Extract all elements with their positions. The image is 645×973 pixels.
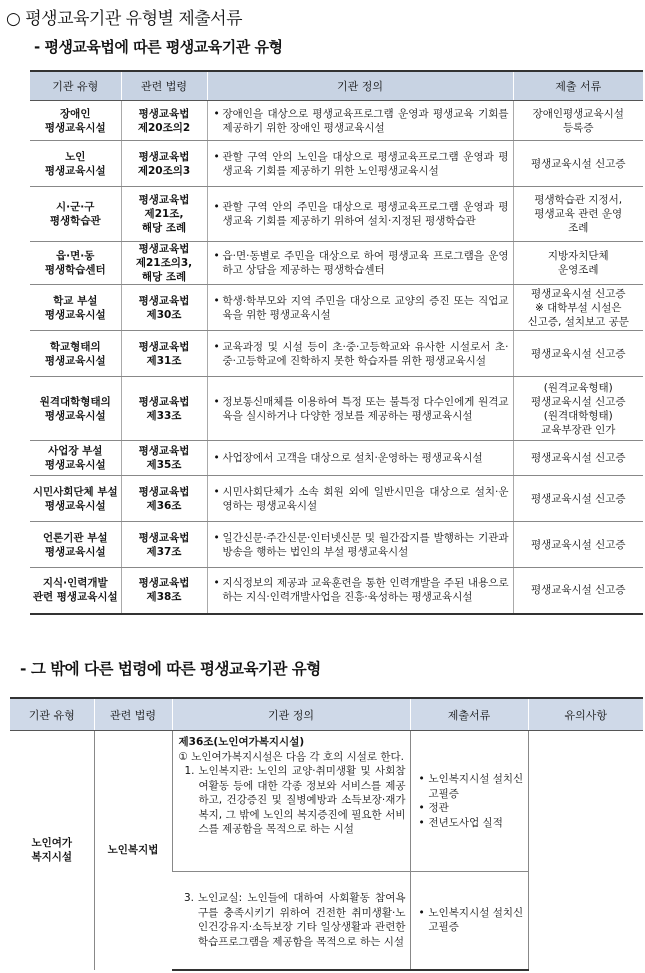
bullet-icon: • — [213, 395, 220, 408]
law-line: 제21조의3, — [135, 257, 193, 269]
related-law — [121, 187, 207, 242]
definition-text: 관할 구역 안의 주민을 대상으로 평생교육프로그램 운영과 평생교육 기회를 제공하기 위하여 설치·지정된 평생학습관 — [222, 201, 509, 227]
law-line: 제31조 — [146, 354, 182, 367]
table-row — [30, 476, 643, 522]
definition-cell-2 — [172, 872, 410, 970]
related-law — [121, 522, 207, 568]
institution-definition — [207, 285, 513, 331]
definition-text: 정보통신매체를 이용하여 특정 또는 불특정 다수인에게 원격교육을 실시하거나 다양한 정보를 제공하는 평생교육시설 — [222, 395, 509, 422]
required-documents — [513, 187, 643, 242]
article-item-1: 1. 노인복지관: 노인의 교양·취미생활 및 사회참여활동 등에 대한 각종 정보와 서비스를 제공하고, 건강증진 및 질병예방과 소득보장·재가복지, 그 밖에 노인의 복지증진에 필요한 서비스를 제공함을 목적으로 하는 시설 — [184, 765, 406, 835]
subsection-title-1: - 평생교육법에 따른 평생교육기관 유형 — [34, 38, 283, 56]
header-type: 기관 유형 — [30, 71, 121, 101]
law-line: 제21조, — [144, 208, 184, 220]
law-line: 제20조의3 — [137, 164, 191, 177]
table-row — [30, 242, 643, 285]
document-line: 평생교육시설 신고증 — [530, 452, 626, 464]
related-law — [121, 441, 207, 476]
type-line: 지식·인력개발 — [42, 577, 108, 590]
required-documents — [513, 242, 643, 285]
notes-cell — [528, 731, 643, 970]
document-line: 신고증, 설치보고 공문 — [527, 315, 629, 328]
institution-type — [30, 331, 121, 377]
type-line: 학교 부설 — [53, 294, 98, 307]
document-line: 등록증 — [563, 121, 594, 134]
required-documents — [513, 476, 643, 522]
definition-text: 지식정보의 제공과 교육훈련을 통한 인력개발을 주된 내용으로 하는 지식·인력개발사업을 진흥·육성하는 평생교육시설 — [222, 577, 509, 604]
definition-cell-1 — [172, 731, 410, 872]
bullet-icon: • — [213, 150, 220, 163]
subsection-title-2: - 그 밖에 다른 법령에 따른 평생교육기관 유형 — [20, 660, 321, 678]
required-documents — [513, 522, 643, 568]
article-item-3: 3. 노인교실: 노인들에 대하여 사회활동 참여욕구를 충족시키기 위하여 건전한 취미생활·노인건강유지·소득보장 기타 일상생활과 관련한 학습프로그램을 제공함을 목적으로 하는 시설 — [184, 892, 406, 948]
law-line: 평생교육법 — [138, 531, 190, 544]
table-row — [30, 141, 643, 187]
table-row — [30, 331, 643, 377]
table-row — [30, 568, 643, 614]
institution-definition — [207, 187, 513, 242]
type-line: 평생교육시설 — [44, 499, 106, 512]
header-documents: 제출서류 — [410, 698, 528, 731]
law-line: 제37조 — [146, 545, 182, 558]
law-line: 평생교육법 — [138, 194, 190, 206]
header-notes: 유의사항 — [528, 698, 643, 731]
header-law: 관련 법령 — [94, 698, 172, 731]
type-line: 시·군·구 — [56, 201, 95, 213]
lifelong-edu-institution-table — [30, 70, 643, 615]
law-line: 평생교육법 — [138, 395, 190, 408]
institution-type — [30, 285, 121, 331]
required-documents — [513, 285, 643, 331]
type-line: 평생교육시설 — [44, 545, 106, 558]
institution-definition — [207, 476, 513, 522]
related-law — [121, 101, 207, 141]
related-law: 노인복지법 — [94, 731, 172, 970]
type-line: 노인여가 — [31, 836, 73, 849]
related-law — [121, 242, 207, 285]
institution-definition — [207, 141, 513, 187]
law-line: 제36조 — [146, 499, 182, 512]
section-title: ○ 평생교육기관 유형별 제출서류 — [6, 9, 243, 29]
institution-type — [30, 101, 121, 141]
bullet-icon: • — [213, 201, 220, 213]
law-line: 제38조 — [146, 591, 182, 604]
institution-type — [30, 476, 121, 522]
institution-type — [30, 377, 121, 441]
type-line: 시민사회단체 부설 — [32, 485, 118, 498]
law-line: 제30조 — [146, 308, 182, 321]
type-line: 학교형태의 — [49, 340, 101, 353]
required-documents — [513, 101, 643, 141]
document-line: 평생교육시설 신고증 — [530, 157, 626, 170]
document-line: 평생학습관 지정서, — [534, 194, 623, 206]
header-documents: 제출 서류 — [513, 71, 643, 101]
law-line: 평생교육법 — [138, 150, 190, 163]
definition-text: 사업장에서 고객을 대상으로 설치·운영하는 평생교육시설 — [222, 452, 483, 464]
required-documents — [513, 377, 643, 441]
document-line: 평생교육시설 신고증 — [530, 395, 626, 408]
article-title: 제36조(노인여가복지시설) — [178, 736, 305, 748]
document-line: 평생교육시설 신고증 — [530, 287, 626, 300]
institution-type — [30, 568, 121, 614]
document-line: 평생교육시설 신고증 — [530, 492, 626, 505]
law-line: 해당 조례 — [141, 222, 187, 234]
bullet-icon: • — [213, 294, 220, 307]
law-line: 평생교육법 — [138, 445, 190, 457]
bullet-icon: • — [213, 485, 220, 498]
required-documents — [513, 331, 643, 377]
institution-definition — [207, 331, 513, 377]
law-line: 평생교육법 — [138, 294, 190, 307]
required-documents — [513, 568, 643, 614]
institution-definition — [207, 441, 513, 476]
document-item: • 정관 — [418, 802, 449, 814]
document-line: 평생교육시설 신고증 — [530, 538, 626, 551]
other-law-institution-table — [10, 697, 643, 971]
required-documents — [513, 141, 643, 187]
law-line: 해당 조례 — [141, 271, 187, 283]
type-line: 평생교육시설 — [44, 409, 106, 422]
definition-text: 시민사회단체가 소속 회원 외에 일반시민을 대상으로 설치·운영하는 평생교육시설 — [222, 485, 509, 512]
table-row — [30, 187, 643, 242]
bullet-icon: • — [418, 816, 425, 829]
document-line: (원격교육형태) — [543, 381, 613, 394]
institution-type — [30, 141, 121, 187]
law-line: 제20조의2 — [137, 121, 191, 134]
document-line: ※ 대학부설 시설은 — [535, 301, 622, 314]
institution-definition — [207, 242, 513, 285]
bullet-icon: • — [213, 452, 220, 464]
table-row — [30, 285, 643, 331]
document-line: 장애인평생교육시설 — [532, 107, 624, 120]
definition-text: 관할 구역 안의 노인을 대상으로 평생교육프로그램 운영과 평생교육 기회를 제공하기 위한 노인평생교육시설 — [222, 150, 509, 177]
institution-type — [30, 187, 121, 242]
bullet-icon: • — [418, 802, 425, 814]
definition-text: 학생·학부모와 지역 주민을 대상으로 교양의 증진 또는 직업교육을 위한 평생교육시설 — [222, 294, 509, 321]
definition-text: 장애인을 대상으로 평생교육프로그램 운영과 평생교육 기회를 제공하기 위한 장애인 평생교육시설 — [222, 107, 509, 134]
type-line: 평생교육시설 — [44, 354, 106, 367]
header-type: 기관 유형 — [10, 698, 94, 731]
document-line: 평생교육시설 신고증 — [530, 584, 626, 597]
institution-definition — [207, 568, 513, 614]
law-line: 평생교육법 — [138, 107, 190, 120]
document-line: (원격대학형태) — [543, 409, 613, 422]
type-line: 원격대학형태의 — [39, 395, 111, 408]
institution-type — [30, 522, 121, 568]
type-line: 복지시설 — [31, 851, 73, 864]
document-line: 운영조례 — [557, 264, 599, 276]
type-line: 평생교육시설 — [44, 164, 106, 177]
law-line: 제35조 — [146, 459, 182, 471]
documents-cell-1 — [410, 731, 528, 872]
document-item: • 노인복지시설 설치신고필증 — [418, 906, 524, 934]
bullet-icon: • — [213, 250, 220, 262]
bullet-icon: • — [213, 577, 220, 590]
bullet-icon: • — [213, 340, 220, 353]
institution-definition — [207, 377, 513, 441]
type-line: 관련 평생교육시설 — [32, 591, 118, 604]
definition-text: 교육과정 및 시설 등이 초·중·고등학교와 유사한 시설로서 초·중·고등학교에 진학하지 못한 학습자를 위한 평생교육시설 — [222, 340, 509, 367]
table-row — [30, 101, 643, 141]
article-intro: ① 노인여가복지시설은 다음 각 호의 시설로 한다. — [178, 750, 404, 763]
bullet-icon: • — [213, 531, 220, 544]
type-line: 사업장 부설 — [48, 445, 103, 457]
institution-type — [30, 441, 121, 476]
header-definition: 기관 정의 — [207, 71, 513, 101]
type-line: 평생교육시설 — [44, 121, 106, 134]
document-item: • 노인복지시설 설치신고필증 — [418, 773, 524, 800]
header-definition: 기관 정의 — [172, 698, 410, 731]
table-row — [30, 522, 643, 568]
related-law — [121, 285, 207, 331]
law-line: 평생교육법 — [138, 577, 190, 590]
document-line: 조례 — [568, 222, 589, 234]
institution-type — [30, 242, 121, 285]
type-line: 장애인 — [60, 107, 91, 120]
law-line: 평생교육법 — [138, 340, 190, 353]
required-documents — [513, 441, 643, 476]
document-item: • 전년도사업 실적 — [418, 816, 503, 829]
type-line: 읍·면·동 — [56, 250, 95, 262]
document-line: 지방자치단체 — [547, 250, 609, 262]
law-line: 평생교육법 — [138, 485, 190, 498]
type-line: 평생학습관 — [49, 215, 101, 227]
definition-text: 읍·면·동별로 주민을 대상으로 하여 평생교육 프로그램을 운영하고 상담을 제공하는 평생학습센터 — [222, 250, 509, 276]
institution-definition — [207, 101, 513, 141]
document-line: 평생교육 관련 운영 — [534, 208, 623, 220]
related-law — [121, 476, 207, 522]
related-law — [121, 141, 207, 187]
header-law: 관련 법령 — [121, 71, 207, 101]
law-line: 제33조 — [146, 409, 182, 422]
type-line: 노인 — [65, 150, 86, 163]
type-line: 평생학습센터 — [44, 264, 106, 276]
related-law — [121, 377, 207, 441]
type-line: 평생교육시설 — [44, 459, 106, 471]
related-law — [121, 568, 207, 614]
institution-definition — [207, 522, 513, 568]
document-line: 평생교육시설 신고증 — [530, 347, 626, 360]
bullet-icon: • — [418, 906, 425, 919]
table-row — [30, 377, 643, 441]
document-line: 교육부장관 인가 — [541, 423, 616, 436]
law-line: 평생교육법 — [138, 243, 190, 255]
related-law — [121, 331, 207, 377]
type-line: 평생교육시설 — [44, 308, 106, 321]
bullet-icon: • — [418, 773, 425, 785]
bullet-icon: • — [213, 107, 220, 120]
definition-text: 일간신문·주간신문·인터넷신문 및 월간잡지를 발행하는 기관과 방송을 행하는 법인의 부설 평생교육시설 — [222, 531, 509, 558]
documents-cell-2 — [410, 872, 528, 970]
institution-type — [10, 731, 94, 970]
table-row — [30, 441, 643, 476]
type-line: 언론기관 부설 — [42, 531, 108, 544]
